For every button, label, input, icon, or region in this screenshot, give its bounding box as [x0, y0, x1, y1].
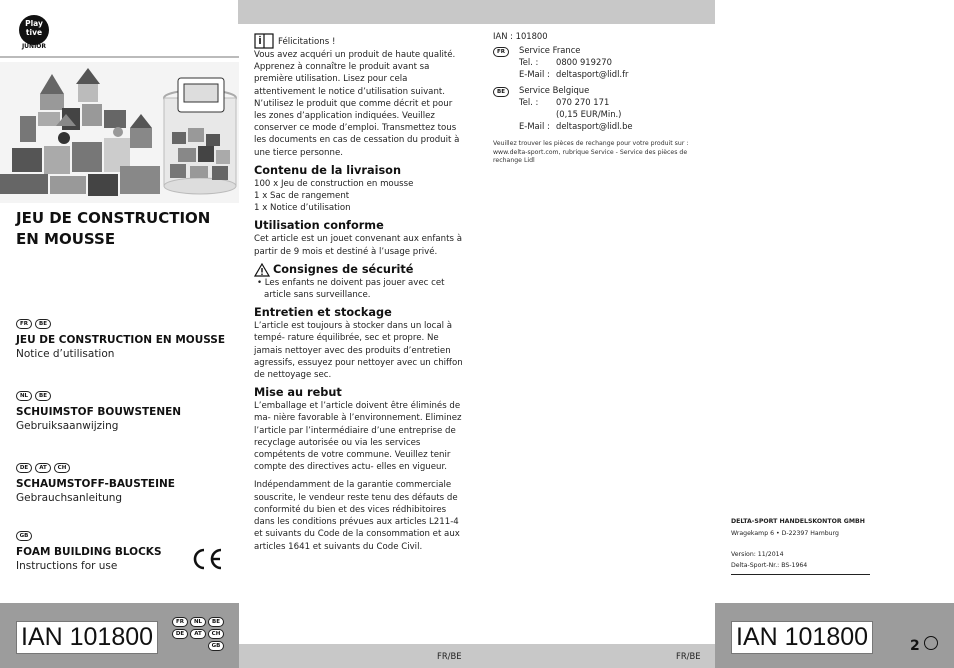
lang-title: SCHUIMSTOF BOUWSTENEN	[16, 406, 182, 418]
service-france-label: Service France	[519, 45, 581, 55]
delivery-item: 100 x Jeu de construction en mousse	[254, 178, 414, 189]
tel-rate: (0,15 EUR/Min.)	[556, 109, 622, 119]
mail-value: deltasport@lidl.be	[556, 121, 633, 131]
disposal-heading: Mise au rebut	[254, 386, 342, 400]
lang-subtitle: Notice d’utilisation	[16, 348, 115, 360]
warranty-text: Indépendamment de la garantie commerciale souscrite, le vendeur reste tenu des défauts de conformité du bien et des vices rédhibitoires dans les conditions prévues aux articles L211-4 et suivants du Code de la consommation et aux articles 1641 et suivants du Code Civil.	[254, 480, 460, 552]
badge-nl: NL	[16, 391, 32, 401]
bottom-bar-middle	[239, 644, 715, 668]
lang-subtitle: Instructions for use	[16, 560, 118, 572]
congrats-text: Félicitations !	[278, 37, 336, 47]
safety-heading-label: Consignes de sécurité	[273, 262, 414, 276]
main-title	[16, 208, 226, 250]
ian-reference: IAN : 101800	[493, 31, 548, 41]
lang-title: SCHAUMSTOFF-BAUSTEINE	[16, 478, 175, 490]
service-belgium-label: Service Belgique	[519, 85, 590, 95]
intro-text: Vous avez acquéri un produit de haute qualité. Apprenez à connaître le produit avant sa première utilisation. Lisez pour cela attentivement le notice d’utilisation suivant. N’utilisez le produit que comme décrit et pour les zones d’application indiquées. Veuillez conserver ce mode d’emploi. Transmettez tous les documents en cas de cessation du produit à une tierce personne.	[254, 50, 460, 158]
badge-fr: FR	[493, 47, 509, 57]
service-france	[493, 44, 693, 80]
warning-icon	[254, 263, 270, 277]
main-title-line-1: JEU DE CONSTRUCTION	[16, 209, 211, 227]
tel-value: 0800 919270	[556, 57, 612, 67]
ian-badges	[172, 617, 224, 651]
badge-fr: FR	[172, 617, 188, 627]
badge-be: BE	[493, 87, 509, 97]
badge-be: BE	[35, 319, 51, 329]
care-text: L’article est toujours à stocker dans un local à tempé- rature équilibrée, sec et propre. Ne jamais nettoyer avec des produits d’entretien agressifs, essuyez pour nettoyer avec un chiffon de nettoyage sec.	[254, 321, 463, 381]
use-heading: Utilisation conforme	[254, 219, 384, 233]
tel-key: Tel. :	[519, 97, 539, 107]
badge-nl: NL	[190, 617, 206, 627]
delivery-item: 1 x Sac de rangement	[254, 191, 350, 202]
instructions-column	[254, 33, 466, 553]
mail-key: E-Mail :	[519, 121, 550, 131]
tel-key: Tel. :	[519, 57, 539, 67]
ian-number-back: IAN 101800	[731, 621, 873, 654]
badge-at: AT	[190, 629, 206, 639]
page-number: 2	[910, 638, 920, 654]
header-divider	[0, 56, 239, 58]
badge-at: AT	[35, 463, 51, 473]
top-bar	[238, 0, 715, 24]
spare-parts-note: Veuillez trouver les pièces de rechange pour votre produit sur : www.delta-sport.com, rubrique Service - Service des pièces de rechange Lidl	[493, 140, 689, 164]
lang-section-fr	[16, 319, 236, 361]
badge-gb: GB	[208, 641, 224, 651]
lang-title: FOAM BUILDING BLOCKS	[16, 546, 162, 558]
logo-text-3: JUNIOR	[21, 43, 47, 50]
version: Version: 11/2014	[731, 551, 784, 558]
mail-key: E-Mail :	[519, 69, 550, 79]
badge-gb: GB	[16, 531, 32, 541]
footer-label-right: FR/BE	[676, 651, 701, 661]
article-number: Delta-Sport-Nr.: BS-1964	[731, 562, 808, 569]
footer-label-left: FR/BE	[437, 651, 462, 661]
safety-item: • Les enfants ne doivent pas jouer avec cet article sans surveillance.	[257, 277, 445, 301]
badge-de: DE	[16, 463, 32, 473]
use-text: Cet article est un jouet convenant aux enfants à partir de 9 mois et destiné à l’usage privé.	[254, 234, 462, 257]
logo-text-1: Play	[25, 19, 43, 28]
badge-ch: CH	[54, 463, 70, 473]
imprint-rule	[731, 574, 870, 575]
open-book-icon	[254, 33, 274, 49]
care-heading: Entretien et stockage	[254, 306, 392, 320]
service-belgium	[493, 84, 693, 132]
mail-value: deltasport@lidl.fr	[556, 69, 629, 79]
badge-ch: CH	[208, 629, 224, 639]
product-photo	[0, 62, 239, 203]
tel-value: 070 270 171	[556, 97, 610, 107]
main-title-line-2: EN MOUSSE	[16, 230, 116, 248]
lang-section-nl	[16, 391, 236, 433]
badge-fr: FR	[16, 319, 32, 329]
company-name: DELTA-SPORT HANDELSKONTOR GMBH	[731, 518, 865, 525]
ian-number-front: IAN 101800	[16, 621, 158, 654]
delivery-heading: Contenu de la livraison	[254, 163, 401, 177]
service-column	[493, 30, 693, 166]
playtive-junior-logo	[14, 12, 54, 52]
delivery-item: 1 x Notice d’utilisation	[254, 203, 351, 214]
imprint	[731, 517, 871, 575]
badge-be: BE	[208, 617, 224, 627]
ce-mark-icon	[190, 547, 224, 571]
badge-de: DE	[172, 629, 188, 639]
company-address: Wragekamp 6 • D-22397 Hamburg	[731, 530, 839, 537]
disposal-text: L’emballage et l’article doivent être éliminés de ma- nière favorable à l’environnement. Eliminez l’article par l’intermédiaire d’une entreprise de recyclage autorisée ou via les services compétents de votre commune. Veuillez tenir compte des directives actu- elles en vigueur.	[254, 401, 462, 473]
lang-subtitle: Gebruiksaanwijzing	[16, 420, 119, 432]
logo-text-2: tive	[25, 28, 43, 37]
lang-title: JEU DE CONSTRUCTION EN MOUSSE	[16, 334, 226, 346]
badge-be: BE	[35, 391, 51, 401]
lang-section-de	[16, 463, 236, 505]
circle-mark	[924, 636, 938, 650]
lang-subtitle: Gebrauchsanleitung	[16, 492, 123, 504]
safety-heading	[254, 263, 466, 277]
